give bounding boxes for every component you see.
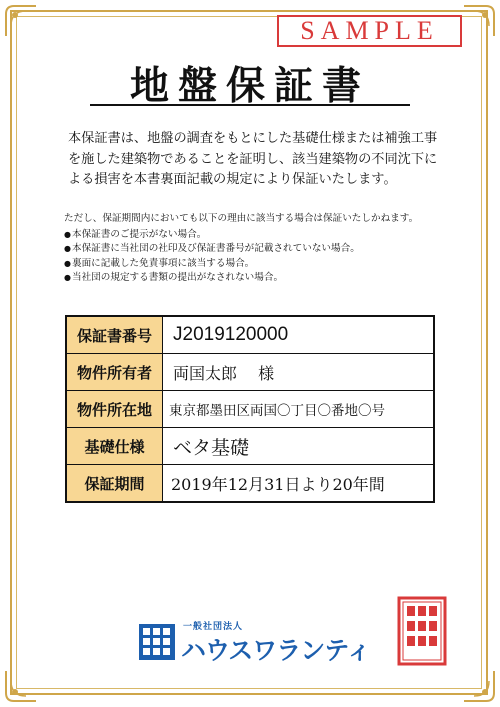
statement-line: よる損害を本書裏面記載の規定により保証いたします。 <box>68 172 397 187</box>
exclusion-item: ● 本保証書に当社団の社印及び保証書番号が記載されていない場合。 <box>64 242 444 257</box>
corner-ornament-icon <box>462 669 496 703</box>
company-logo <box>137 619 377 669</box>
exclusion-item: ● 当社団の規定する書類の提出がなされない場合。 <box>64 271 444 286</box>
table-row <box>67 317 433 354</box>
corner-ornament-icon <box>462 4 496 38</box>
row-label-address: 物件所在地 <box>67 391 163 427</box>
title-underline <box>90 104 410 106</box>
corner-ornament-icon <box>4 669 38 703</box>
document-title: 地盤保証書 <box>129 63 370 109</box>
foundation-value: ベタ基礎 <box>173 436 250 459</box>
logo-name: ハウスワランティ <box>181 636 371 665</box>
guarantee-statement <box>68 129 438 191</box>
logo-subtitle: 一般社団法人 <box>183 622 244 632</box>
row-label-foundation: 基礎仕様 <box>67 428 163 464</box>
table-row <box>67 354 433 391</box>
table-row <box>67 465 433 501</box>
table-row <box>67 391 433 428</box>
owner-value: 両国太郎 様 <box>173 363 275 383</box>
exclusion-item: ● 裏面に記載した免責事項に該当する場合。 <box>64 257 444 272</box>
row-label-period: 保証期間 <box>67 465 163 501</box>
corner-ornament-icon <box>4 4 38 38</box>
row-label-certificate-number: 保証書番号 <box>67 317 163 353</box>
certificate-number-value: J2019120000 <box>173 324 289 345</box>
row-label-owner: 物件所有者 <box>67 354 163 390</box>
statement-line: を施した建築物であることを証明し、該当建築物の不同沈下に <box>68 151 438 167</box>
guarantee-details-table <box>65 315 435 503</box>
exclusion-lead: ただし、保証期間内においても以下の理由に該当する場合は保証いたしかねます。 <box>64 213 419 224</box>
statement-line: 本保証書は、地盤の調査をもとにした基礎仕様または補強工事 <box>68 131 438 146</box>
table-row <box>67 428 433 465</box>
company-seal-icon <box>397 596 447 666</box>
period-value: 2019年12月31日より20年間 <box>171 474 385 494</box>
sample-stamp: SAMPLE <box>277 15 462 47</box>
address-value: 東京都墨田区両国〇丁目〇番地〇号 <box>169 403 385 419</box>
house-grid-icon <box>137 622 177 662</box>
exclusion-notes <box>64 212 444 286</box>
exclusion-item: ● 本保証書のご提示がない場合。 <box>64 228 444 243</box>
